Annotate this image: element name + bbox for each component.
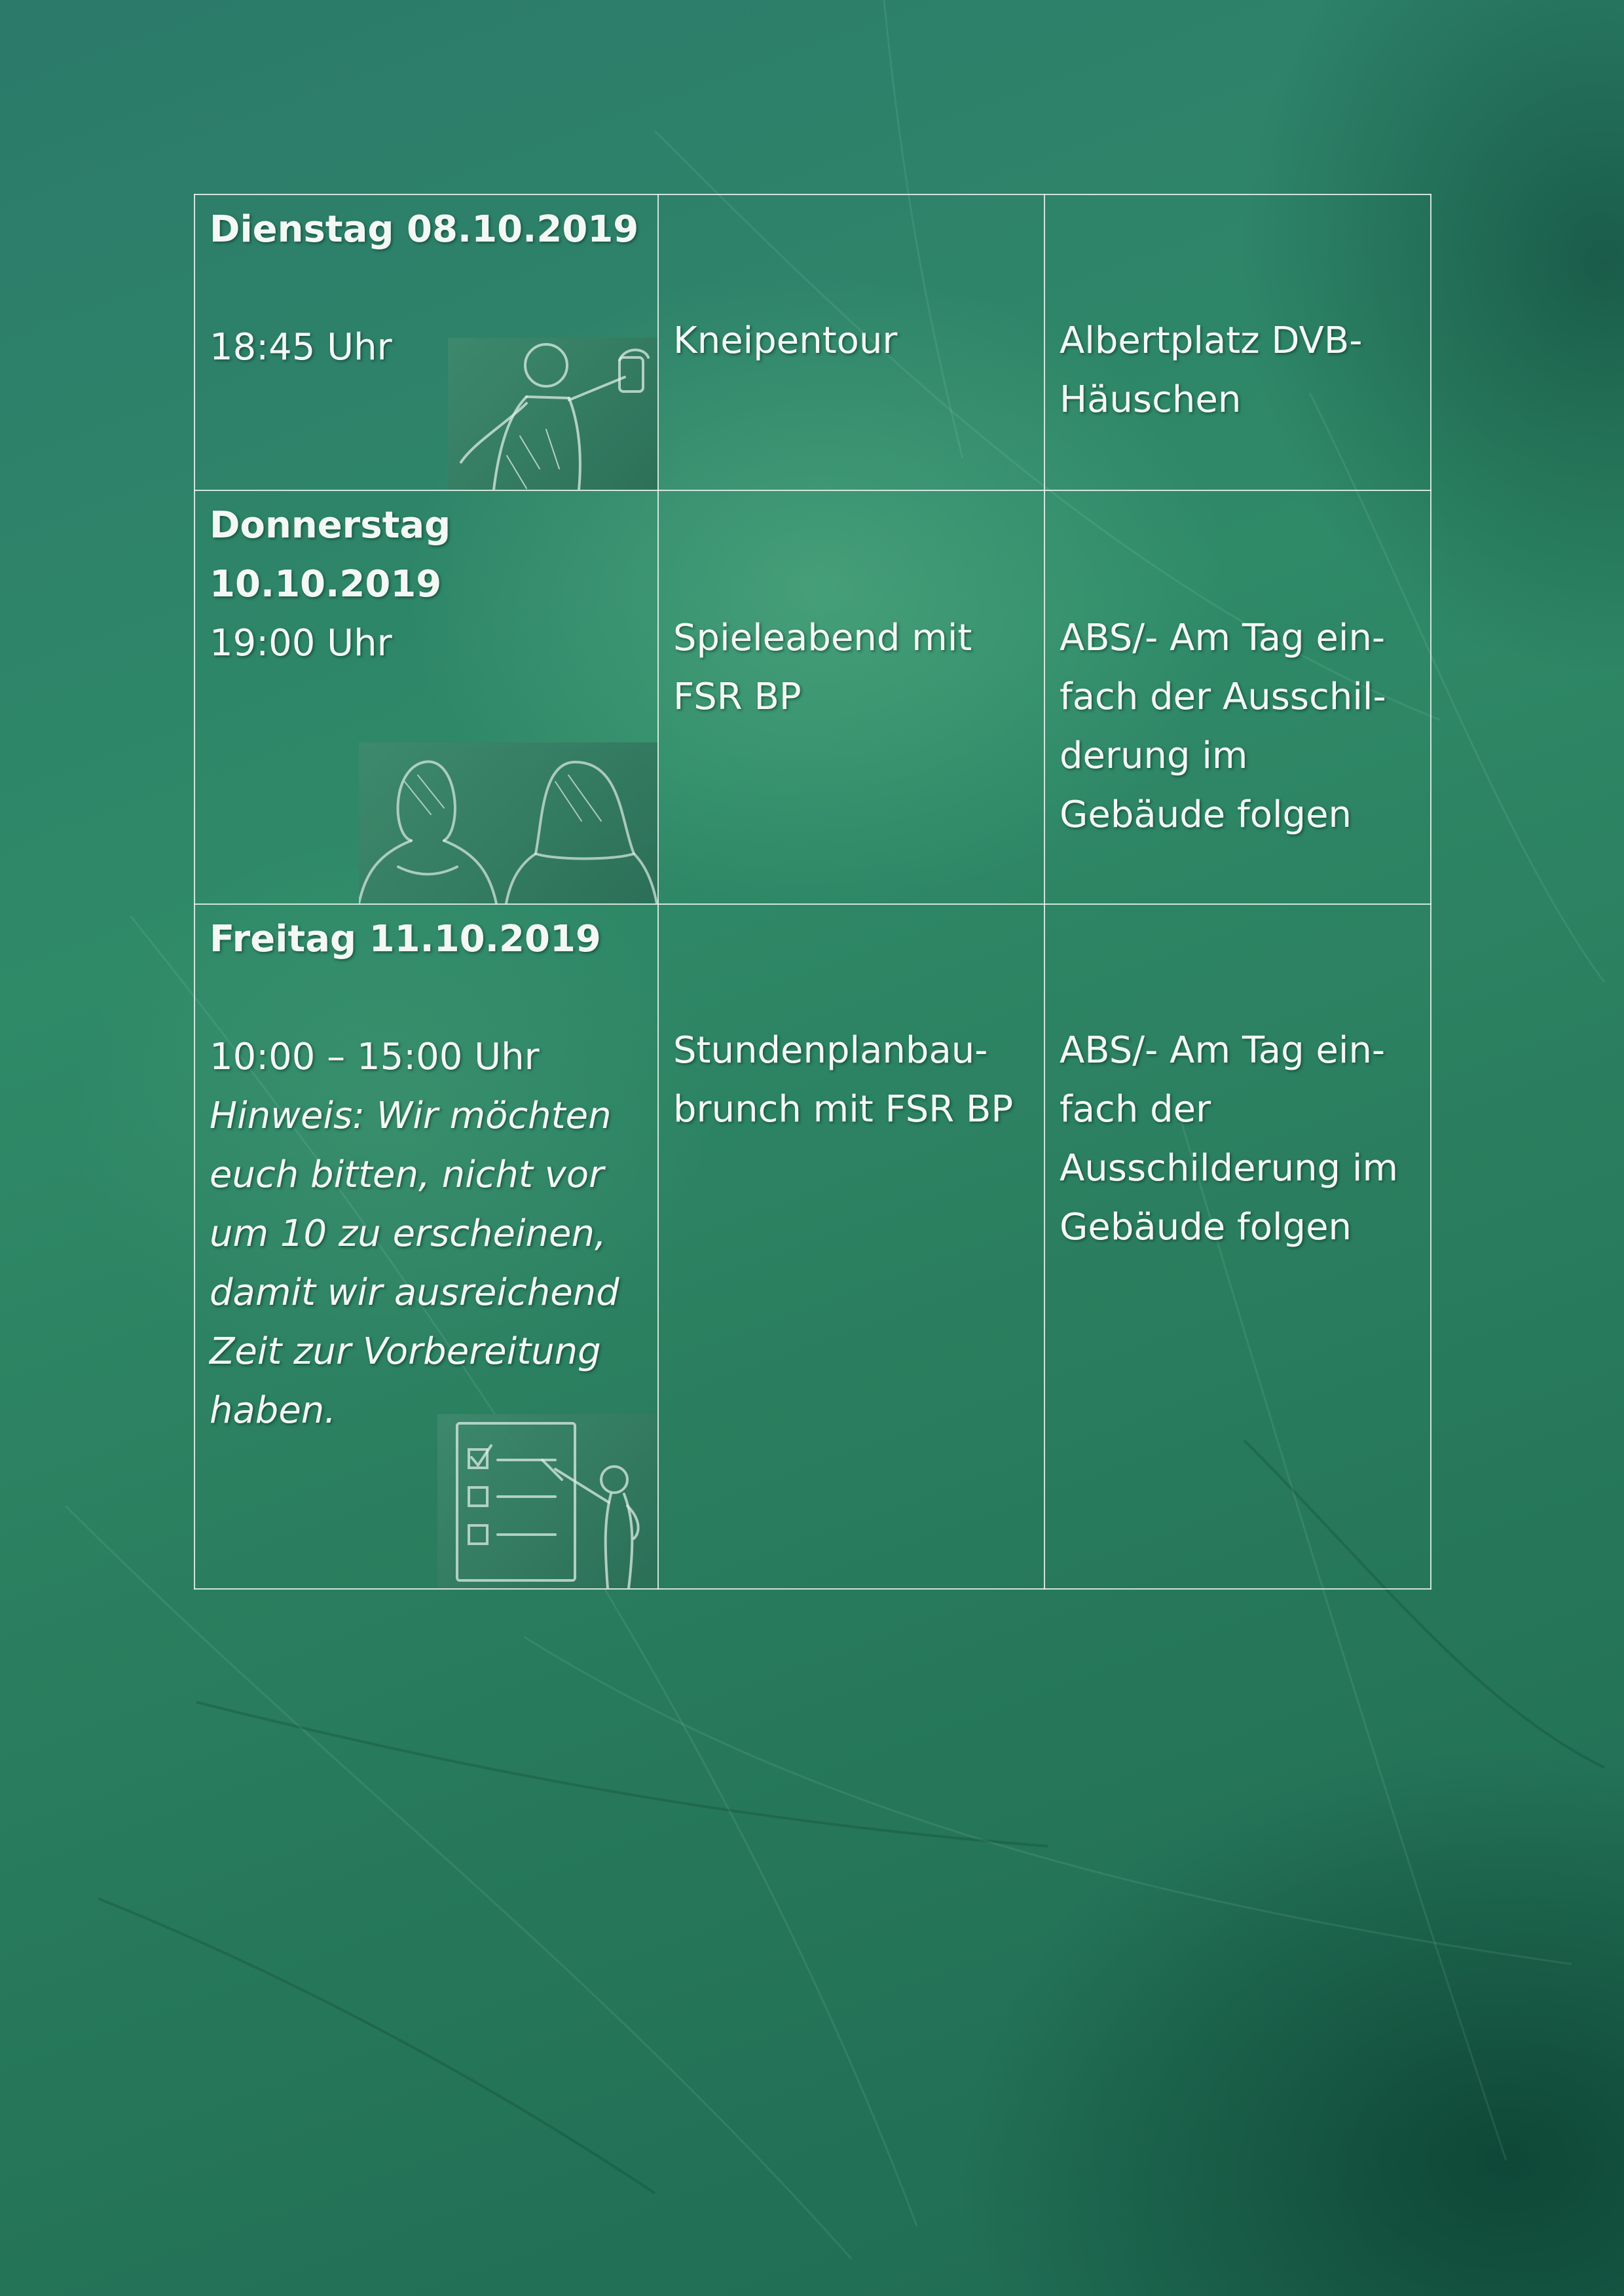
two-people-silhouettes-icon (359, 742, 657, 903)
table-row (194, 490, 1431, 904)
note-text: Hinweis: Wir möchten euch bitten, nicht vor um 10 zu erscheinen, damit wir ausreichend Zeit zur Vorbereitung haben. (210, 1095, 619, 1432)
day-label: Dienstag 08.10.2019 (210, 208, 639, 251)
event-cell (658, 904, 1044, 1589)
event-name: Stundenplanbau-brunch mit FSR BP (673, 1029, 1014, 1131)
location-cell (1044, 490, 1431, 904)
location-text: ABS/- Am Tag ein-fach der Ausschilderung im Gebäude folgen (1060, 1029, 1399, 1248)
location-text: ABS/- Am Tag ein-fach der Ausschil-derung im Gebäude folgen (1060, 617, 1386, 836)
event-cell (658, 194, 1044, 490)
person-drinking-beer-icon (448, 338, 657, 490)
event-cell (658, 490, 1044, 904)
table-row (194, 904, 1431, 1589)
time-label: 18:45 Uhr (210, 326, 392, 369)
event-name: Spieleabend mit FSR BP (673, 617, 972, 718)
table-row (194, 194, 1431, 490)
time-label: 10:00 – 15:00 Uhr (210, 1036, 540, 1078)
location-cell (1044, 904, 1431, 1589)
event-schedule-table (194, 194, 1431, 1590)
date-time-cell (194, 194, 658, 490)
checklist-presenter-icon (437, 1414, 657, 1588)
location-cell (1044, 194, 1431, 490)
event-name: Kneipentour (673, 319, 898, 362)
time-label: 19:00 Uhr (210, 622, 392, 665)
date-time-cell (194, 904, 658, 1589)
location-text: Albertplatz DVB-Häuschen (1060, 319, 1363, 421)
day-label: Donnerstag 10.10.2019 (210, 504, 451, 606)
date-time-cell (194, 490, 658, 904)
day-label: Freitag 11.10.2019 (210, 918, 601, 960)
